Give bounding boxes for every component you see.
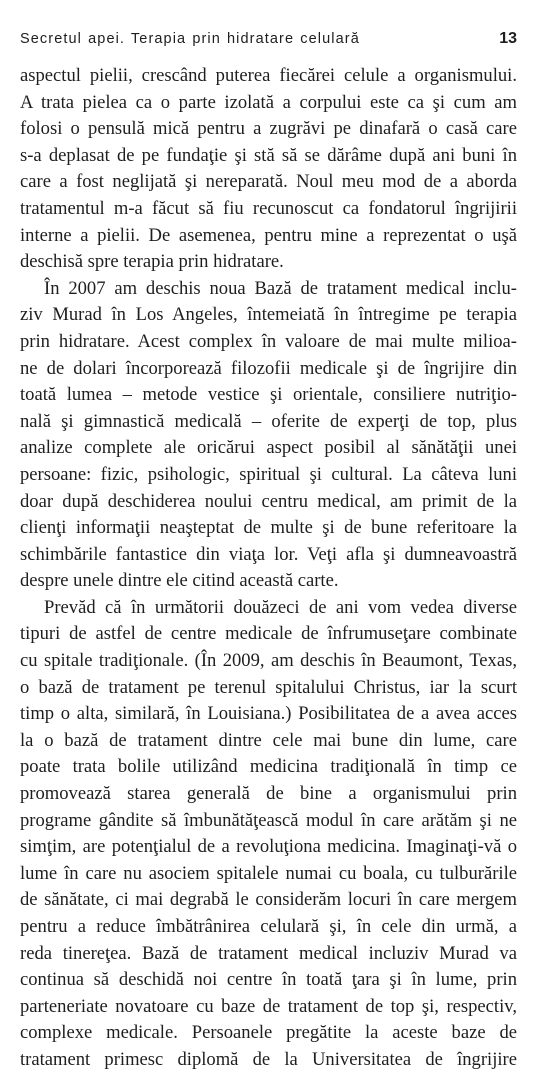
running-header-title: Secretul apei. Terapia prin hidratare celulară: [20, 31, 360, 47]
text-line: o bază de tratament pe terenul spitalului Christus, iar la scurt: [20, 676, 517, 698]
text-line: Prevăd că în următorii douăzeci de ani vom vedea diverse: [44, 596, 517, 618]
page-number: 13: [499, 30, 517, 47]
running-header: [20, 30, 517, 50]
text-line: tratament primesc diplomă de la Universitatea de îngrijire: [20, 1048, 517, 1070]
text-line: poate trata bolile utilizând medicina tradiţională în timp ce: [20, 756, 517, 778]
text-line: de sănătate, ci mai degrabă le considerăm locuri în care mergem: [20, 889, 517, 911]
text-line: folosi o pensulă mică pentru a zugrăvi pe dinafară o casă care: [20, 118, 517, 140]
text-line: s-a deplasat de pe fundaţie şi stă să se dărâme după ani buni în: [20, 144, 517, 166]
text-line: persoane: fizic, psihologic, spiritual şi cultural. La câteva luni: [20, 463, 517, 485]
text-line: timp o alta, similară, în Louisiana.) Posibilitatea de a avea acces: [20, 703, 517, 725]
text-line: simţim, are potenţialul de a revoluţiona medicina. Imaginaţi-vă o: [20, 836, 517, 858]
body-text: [20, 63, 517, 1074]
text-line: ziv Murad în Los Angeles, întemeiată în întregime pe terapia: [20, 304, 517, 326]
text-line: A trata pielea ca o parte izolată a corpului este ca şi cum am: [20, 91, 517, 113]
text-line: cu spitale tradiţionale. (În 2009, am deschis în Beaumont, Texas,: [20, 650, 517, 672]
text-line: tratamentul m-a făcut să fiu recunoscut ca fondatorul îngrijirii: [20, 197, 517, 219]
text-line: aspectul pielii, crescând puterea fiecărei celule a organismului.: [20, 65, 517, 86]
text-line: interne a pielii. De asemenea, pentru mine a reprezentat o uşă: [20, 224, 517, 246]
text-line: deschisă spre terapia prin hidratare.: [20, 251, 284, 273]
text-line: ne de dolari încorporează filozofii medicale şi de îngrijire din: [20, 357, 517, 379]
text-line: despre unele dintre ele citind această carte.: [20, 570, 339, 592]
text-line: programe gândite să îmbunătăţească modul în care arătăm şi ne: [20, 809, 517, 831]
text-line: continua să deschidă noi centre în toată ţara şi în lume, prin: [20, 969, 517, 991]
text-line: schimbările fantastice din viaţa lor. Veţi afla şi dumneavoastră: [20, 543, 517, 565]
text-line: parteneriate novatoare cu baze de tratament de top şi, respectiv,: [20, 995, 517, 1017]
text-line: prin hidratare. Acest complex în valoare de mai multe milioa-: [20, 330, 517, 352]
text-line: doar după deschiderea noului centru medical, am primit de la: [20, 490, 517, 512]
text-line: clienţi informaţii neaşteptat de multe şi de bune referitoare la: [20, 517, 517, 539]
text-line: toată lumea – metode vestice şi orientale, consiliere nutriţio-: [20, 384, 517, 406]
text-line: nală şi gimnastică medicală – oferite de experţi de top, plus: [20, 410, 517, 432]
text-line: la o bază de tratament dintre cele mai bune din lume, care: [20, 729, 517, 751]
text-line: pentru a reduce îmbătrânirea celulară şi, în cele din urmă, a: [20, 916, 517, 937]
text-line: tipuri de astfel de centre medicale de înfrumuseţare combinate: [20, 623, 517, 645]
text-line: lume în care nu asociem spitalele numai cu boala, cu tulburările: [20, 862, 517, 884]
text-line: promovează starea generală de bine a organismului prin: [20, 783, 517, 805]
text-line: În 2007 am deschis noua Bază de tratament medical inclu-: [44, 277, 517, 299]
text-line: care a fost neglijată şi nereparată. Noul meu mod de a aborda: [20, 171, 517, 193]
text-line: complexe medicale. Persoanele pregătite la aceste baze de: [20, 1022, 517, 1044]
text-line: reda tinereţea. Bază de tratament medical incluziv Murad va: [20, 942, 517, 964]
text-line: analize complete ale oricărui aspect posibil al sănătăţii unei: [20, 437, 517, 459]
